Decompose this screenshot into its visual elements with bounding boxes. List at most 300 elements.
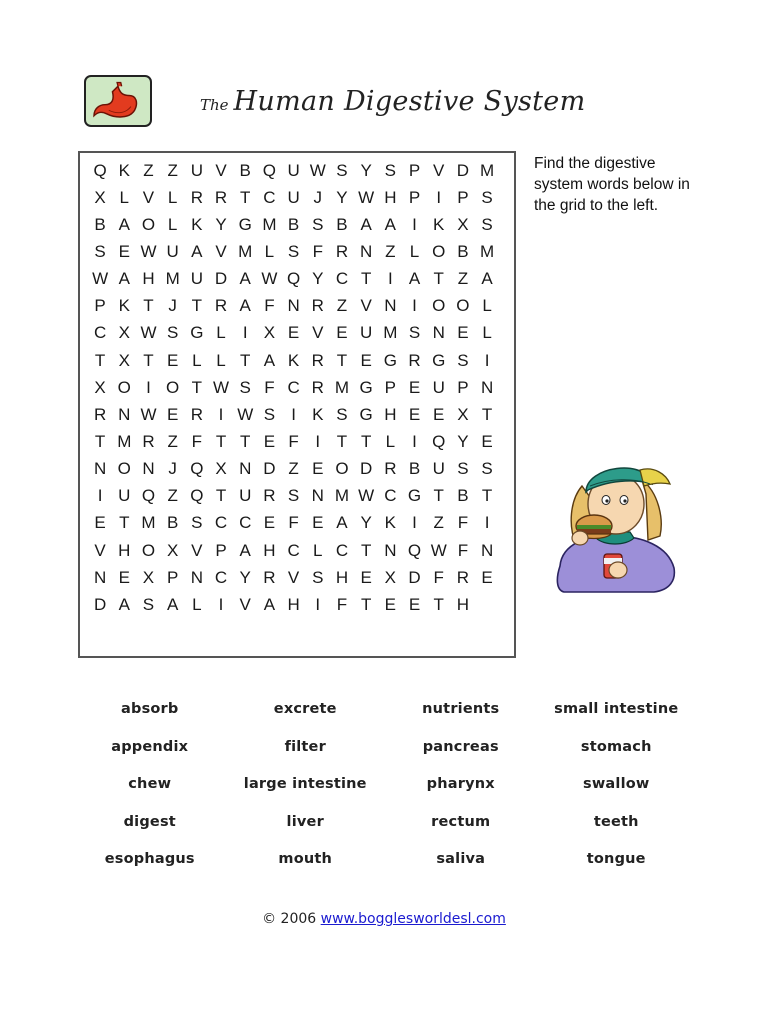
grid-letter: S [287,486,300,506]
grid-letter: M [334,377,350,397]
grid-letter: E [457,323,469,343]
grid-letter: E [94,513,106,533]
word-list-item: excrete [273,701,337,717]
grid-letter: T [215,486,227,506]
letter-grid [88,157,499,618]
grid-letter: R [456,567,470,587]
grid-letter: A [239,296,251,316]
grid-letter: R [311,377,324,397]
grid-letter: X [166,540,179,560]
grid-letter: I [387,269,393,289]
grid-letter: Q [190,486,204,506]
grid-letter: H [263,540,276,560]
grid-letter: F [336,594,348,614]
grid-letter: V [94,540,106,560]
grid-letter: R [190,187,203,207]
grid-letter: K [118,160,130,180]
grid-letter: F [264,296,275,316]
grid-letter: M [480,160,495,180]
grid-letter: L [385,431,396,451]
grid-letter: O [117,377,131,397]
stomach-icon [86,77,150,125]
grid-letter: N [311,486,324,506]
grid-letter: S [384,160,397,180]
grid-letter: Y [336,187,348,207]
grid-letter: W [213,377,230,397]
grid-letter: D [408,567,421,587]
grid-letter: S [408,323,421,343]
word-list-item: large intestine [243,776,367,793]
grid-letter: I [146,377,151,397]
word-list-item: esophagus [104,851,195,868]
grid-letter: W [92,269,109,289]
grid-letter: Z [143,160,154,180]
grid-letter: S [457,350,469,370]
grid-letter: D [214,269,228,289]
grid-letter: V [287,567,300,587]
grid-letter: T [191,377,203,397]
grid-letter: H [384,404,397,424]
grid-letter: L [482,323,492,343]
grid-letter: N [239,459,252,479]
grid-letter: I [97,486,103,506]
grid-letter: T [481,404,493,424]
word-list-item: swallow [582,776,650,793]
grid-letter: M [165,269,180,289]
grid-letter: V [142,187,155,207]
grid-letter: C [214,567,228,587]
boy-eating-burger-illustration [530,440,695,605]
grid-letter: I [242,323,248,343]
grid-letter: R [311,350,324,370]
grid-letter: S [166,323,179,343]
grid-letter: N [480,377,494,397]
grid-letter: S [481,187,493,207]
grid-letter: S [457,459,469,479]
grid-letter: T [119,513,130,533]
grid-letter: I [412,513,417,533]
grid-letter: U [360,323,373,343]
grid-letter: T [240,350,251,370]
grid-letter: T [191,296,203,316]
word-list-item: appendix [111,738,189,755]
grid-letter: E [433,404,445,424]
grid-letter: Y [457,431,469,451]
website-link[interactable]: www.bogglesworldesl.com [320,911,506,927]
grid-letter: Z [288,459,299,479]
grid-letter: E [336,323,348,343]
grid-letter: P [215,540,227,560]
grid-letter: F [312,241,323,261]
grid-letter: N [93,567,107,587]
grid-letter: E [263,513,276,533]
grid-letter: F [433,567,444,587]
grid-letter: P [457,377,469,397]
grid-letter: H [335,567,349,587]
grid-letter: B [239,160,251,180]
grid-letter: B [457,241,469,261]
stomach-logo [84,75,152,127]
grid-letter: C [287,377,300,397]
title-main: Human Digestive System [233,86,586,117]
grid-letter: H [456,594,470,614]
grid-letter: R [384,459,397,479]
grid-letter: X [263,323,276,343]
grid-letter: P [384,377,397,397]
grid-letter: A [118,269,130,289]
word-list-item: chew [128,776,172,793]
grid-letter: J [168,296,177,316]
grid-letter: V [215,241,227,261]
grid-letter: N [384,296,397,316]
grid-letter: W [358,187,375,207]
grid-letter: G [383,350,397,370]
grid-letter: Z [167,486,178,506]
grid-letter: L [264,241,275,261]
grid-letter: S [287,241,300,261]
footer [0,911,768,927]
grid-letter: Z [385,241,396,261]
grid-letter: H [384,187,397,207]
grid-letter: F [264,377,275,397]
grid-letter: T [240,431,251,451]
grid-letter: L [119,187,130,207]
boy-eating-burger-icon [530,440,695,605]
grid-letter: F [457,540,469,560]
grid-letter: M [238,241,253,261]
grid-letter: R [263,567,276,587]
grid-letter: Q [190,459,204,479]
grid-letter: S [336,160,348,180]
grid-letter: T [360,269,372,289]
grid-letter: I [412,431,417,451]
grid-letter: R [311,296,324,316]
grid-letter: K [118,296,130,316]
grid-letter: V [433,160,445,180]
grid-letter: I [484,350,490,370]
word-list-item: digest [123,813,176,830]
grid-letter: C [263,187,276,207]
grid-letter: S [263,404,276,424]
grid-letter: L [216,323,226,343]
grid-letter: T [215,431,227,451]
grid-letter: Y [360,160,372,180]
grid-letter: C [335,269,349,289]
grid-letter: I [218,404,224,424]
grid-letter: I [436,187,442,207]
grid-letter: S [191,513,203,533]
grid-letter: U [190,160,203,180]
grid-letter: D [263,459,276,479]
title-prefix: The [200,96,229,114]
grid-letter: H [118,540,131,560]
grid-letter: Q [407,540,422,560]
word-list-item: teeth [593,813,639,830]
grid-letter: E [118,567,130,587]
grid-letter: W [358,486,375,506]
grid-letter: E [481,567,493,587]
grid-letter: P [457,187,469,207]
grid-letter: H [142,269,155,289]
grid-letter: A [118,594,130,614]
grid-letter: U [190,269,203,289]
grid-letter: W [237,404,254,424]
grid-letter: V [360,296,372,316]
grid-letter: Z [167,160,178,180]
grid-letter: I [315,431,321,451]
grid-letter: N [480,540,494,560]
grid-letter: Z [336,296,348,316]
word-list-item: pharynx [426,776,495,793]
word-list-item: mouth [278,851,333,868]
grid-letter: S [481,214,493,234]
grid-letter: Q [262,160,277,180]
grid-letter: V [191,540,203,560]
grid-letter: J [313,187,323,207]
grid-letter: P [94,296,106,316]
grid-letter: I [218,594,224,614]
word-list-item: pancreas [422,738,499,755]
word-list-item: absorb [121,701,179,717]
grid-letter: F [288,431,299,451]
grid-letter: O [432,296,446,316]
grid-letter: X [118,350,130,370]
grid-letter: A [239,269,251,289]
grid-letter: Y [360,513,372,533]
word-list-item: saliva [436,851,486,868]
grid-letter: O [456,296,470,316]
grid-letter: R [335,241,349,261]
grid-letter: J [168,459,177,479]
grid-letter: E [263,431,276,451]
grid-letter: R [214,187,228,207]
word-list-item: nutrients [422,701,500,717]
grid-letter: X [118,323,130,343]
grid-letter: B [457,486,469,506]
grid-letter: N [432,323,445,343]
grid-letter: U [239,486,252,506]
grid-letter: C [239,513,252,533]
grid-letter: T [240,187,251,207]
grid-letter: S [142,594,155,614]
grid-letter: P [408,160,421,180]
grid-letter: A [360,214,372,234]
grid-letter: A [166,594,179,614]
grid-letter: A [263,350,276,370]
grid-letter: C [335,540,349,560]
word-list-item: stomach [580,738,652,755]
grid-letter: U [287,187,300,207]
grid-letter: W [430,540,447,560]
word-search-grid [78,151,516,658]
grid-letter: S [312,214,324,234]
grid-letter: W [140,323,157,343]
grid-letter: T [360,431,372,451]
grid-letter: N [118,404,131,424]
word-list-item: filter [284,738,326,755]
grid-letter: A [118,214,130,234]
grid-letter: L [192,594,202,614]
grid-letter: K [191,214,203,234]
grid-letter: A [384,214,397,234]
word-list [72,696,694,884]
grid-letter: M [383,323,398,343]
grid-letter: A [408,269,421,289]
grid-letter: S [94,241,106,261]
instructions-text: Find the digestive system words below in the grid to the left. [534,155,690,214]
grid-letter: T [143,350,154,370]
grid-letter: X [457,404,469,424]
grid-letter: E [312,513,324,533]
grid-letter: Q [93,160,107,180]
grid-letter: N [287,296,300,316]
grid-letter: I [484,513,490,533]
grid-letter: U [118,486,131,506]
grid-letter: F [288,513,299,533]
grid-letter: L [313,540,323,560]
grid-letter: N [384,540,397,560]
grid-letter: O [141,214,156,234]
grid-letter: G [432,350,446,370]
grid-letter: U [166,241,179,261]
grid-letter: C [384,486,397,506]
grid-letter: N [360,241,373,261]
copyright-text: © 2006 [262,911,317,927]
grid-letter: X [94,187,106,207]
grid-letter: R [214,296,228,316]
grid-letter: M [334,486,350,506]
grid-letter: N [142,459,155,479]
grid-letter: W [261,269,278,289]
grid-letter: G [407,486,422,506]
grid-letter: E [481,431,493,451]
grid-letter: T [360,594,372,614]
grid-letter: C [287,540,300,560]
grid-letter: W [140,404,157,424]
grid-letter: U [287,160,300,180]
grid-letter: M [141,513,156,533]
grid-letter: M [117,431,132,451]
grid-letter: R [408,350,421,370]
grid-letter: W [309,160,326,180]
grid-letter: K [433,214,445,234]
grid-letter: Y [215,214,227,234]
grid-letter: X [142,567,155,587]
grid-letter: K [287,350,300,370]
grid-letter: A [239,540,251,560]
grid-letter: V [215,160,227,180]
grid-letter: U [432,377,445,397]
grid-letter: A [481,269,493,289]
grid-letter: Y [312,269,324,289]
grid-letter: X [384,567,397,587]
grid-letter: Q [141,486,156,506]
grid-letter: F [457,513,469,533]
grid-letter: X [215,459,227,479]
word-list-item: tongue [586,851,646,868]
grid-letter: E [312,459,324,479]
grid-letter: E [408,594,421,614]
grid-letter: X [457,214,469,234]
grid-letter: R [190,404,203,424]
grid-letter: K [312,404,324,424]
word-list-item: liver [286,813,324,830]
grid-letter: B [287,214,300,234]
grid-letter: B [336,214,348,234]
grid-letter: H [287,594,300,614]
grid-letter: G [190,323,204,343]
grid-letter: Q [286,269,301,289]
grid-letter: T [94,350,106,370]
grid-letter: G [359,404,373,424]
grid-letter: N [190,567,203,587]
grid-letter: M [262,214,277,234]
grid-letter: U [432,459,445,479]
grid-letter: R [142,431,155,451]
grid-letter: E [360,350,372,370]
grid-letter: T [481,486,493,506]
grid-letter: D [360,459,373,479]
grid-letter: L [216,350,226,370]
grid-letter: L [167,187,178,207]
grid-letter: C [214,513,228,533]
word-list-item: small intestine [554,701,679,717]
grid-letter: S [312,567,324,587]
grid-letter: G [238,214,252,234]
grid-letter: B [94,214,106,234]
grid-letter: L [409,241,420,261]
grid-letter: D [456,160,470,180]
grid-letter: L [482,296,492,316]
grid-letter: A [336,513,348,533]
grid-letter: Z [167,431,178,451]
grid-letter: Y [239,567,251,587]
grid-letter: L [192,350,202,370]
grid-letter: T [143,296,154,316]
grid-letter: R [263,486,276,506]
grid-letter: E [408,404,421,424]
grid-letter: T [94,431,106,451]
grid-letter: T [433,269,444,289]
grid-letter: N [93,459,107,479]
grid-letter: F [191,431,203,451]
word-list-item: rectum [431,813,491,830]
grid-letter: V [239,594,251,614]
grid-letter: I [315,594,321,614]
grid-letter: O [432,241,446,261]
grid-letter: B [408,459,421,479]
grid-letter: Z [457,269,469,289]
grid-letter: A [191,241,203,261]
grid-letter: O [117,459,131,479]
grid-letter: T [336,431,348,451]
page-title [200,80,586,118]
grid-letter: A [263,594,276,614]
grid-letter: X [94,377,106,397]
grid-letter: E [287,323,300,343]
grid-letter: I [412,296,417,316]
grid-letter: T [336,350,348,370]
grid-letter: T [433,594,444,614]
grid-letter: O [335,459,349,479]
grid-letter: T [433,486,444,506]
grid-letter: E [360,567,372,587]
grid-letter: E [166,404,179,424]
grid-letter: C [93,323,107,343]
grid-letter: S [239,377,251,397]
grid-letter: G [359,377,373,397]
grid-letter: O [166,377,180,397]
